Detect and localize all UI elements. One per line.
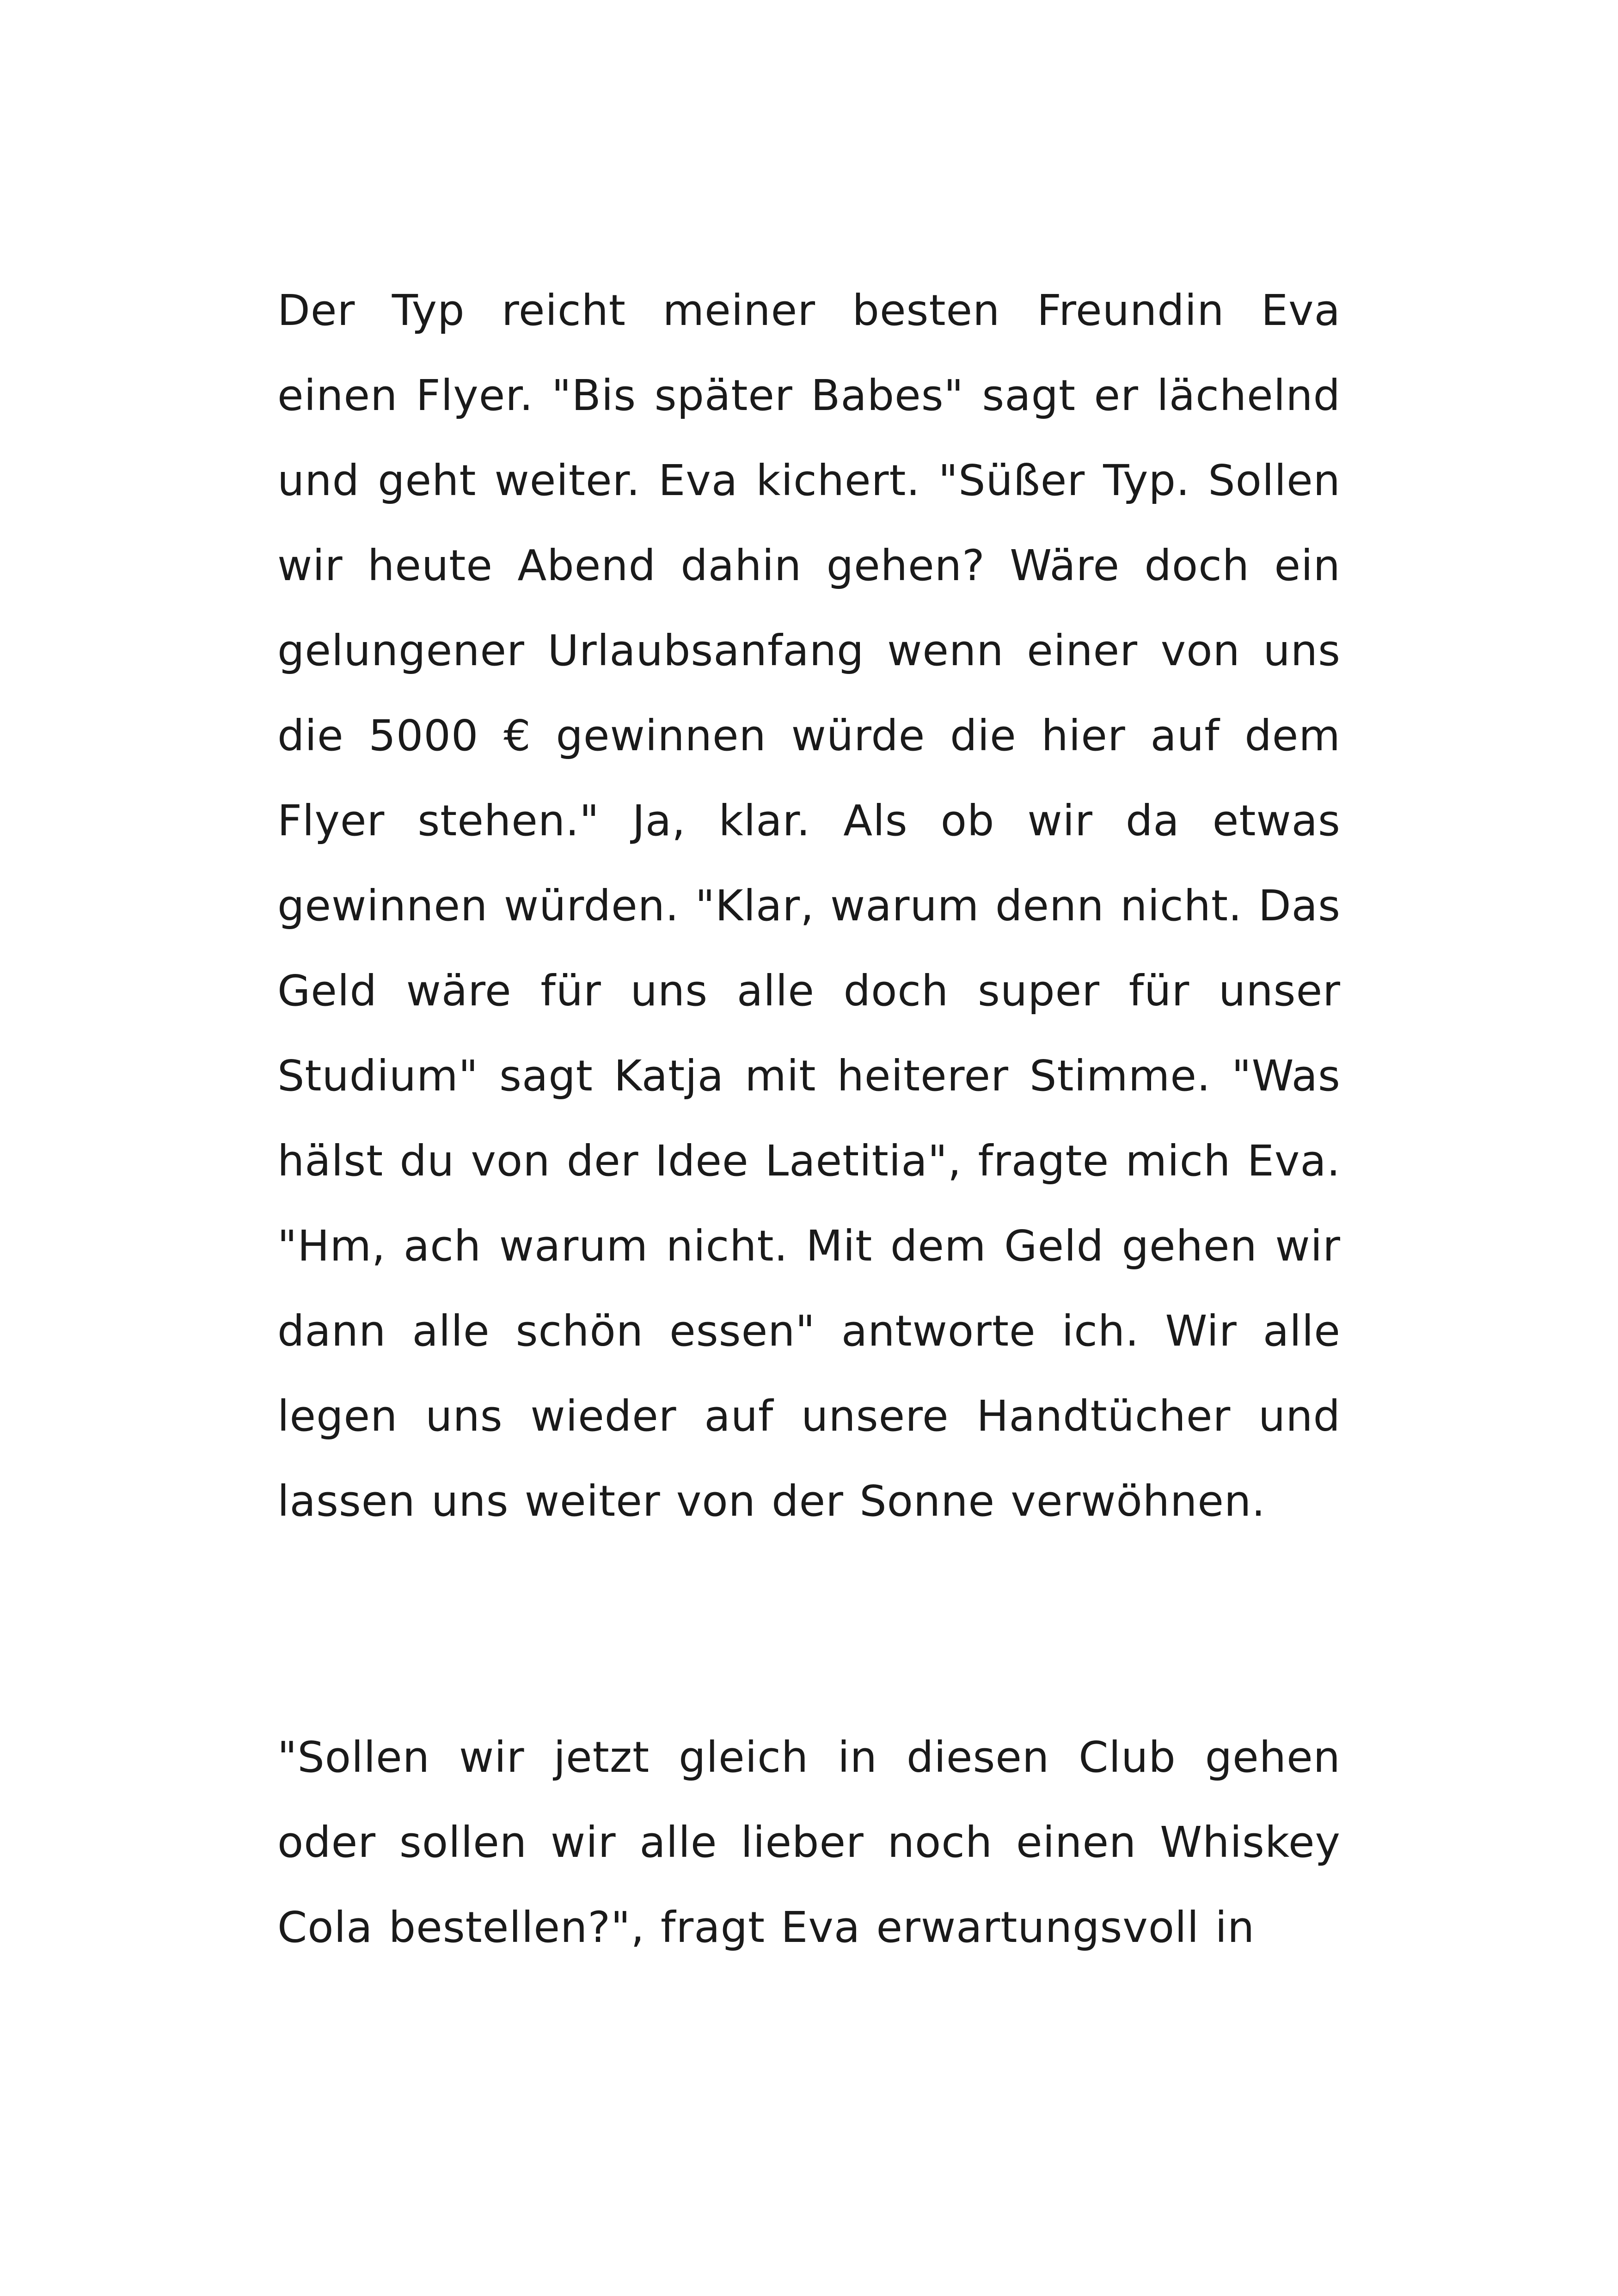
paragraph-1 xyxy=(277,268,1341,1544)
paragraph-1-text: Der Typ reicht meiner besten Freundin Eva einen Flyer. "Bis später Babes" sagt er lächelnd und geht weiter. Eva kichert. "Süßer Typ. Sollen wir heute Abend dahin gehen? Wäre doch ein gelungener Urlaubsanfang wenn einer von uns die 5000 € gewinnen würde die hier auf dem Flyer stehen." Ja, klar. Als ob wir da etwas gewinnen würden. "Klar, warum denn nicht. Das Geld wäre für uns alle doch super für unser Studium" sagt Katja mit heiterer Stimme. "Was hälst du von der Idee Laetitia", fragte mich Eva. "Hm, ach warum nicht. Mit dem Geld gehen wir dann alle schön essen" antworte ich. Wir alle legen uns wieder auf unsere Handtücher und lassen uns weiter von der Sonne verwöhnen. xyxy=(277,286,1341,1526)
paragraph-2 xyxy=(277,1715,1341,1970)
paragraph-2-text: "Sollen wir jetzt gleich in diesen Club gehen oder sollen wir alle lieber noch einen Whiskey Cola bestellen?", fragt Eva erwartungsvoll in xyxy=(277,1733,1341,1952)
